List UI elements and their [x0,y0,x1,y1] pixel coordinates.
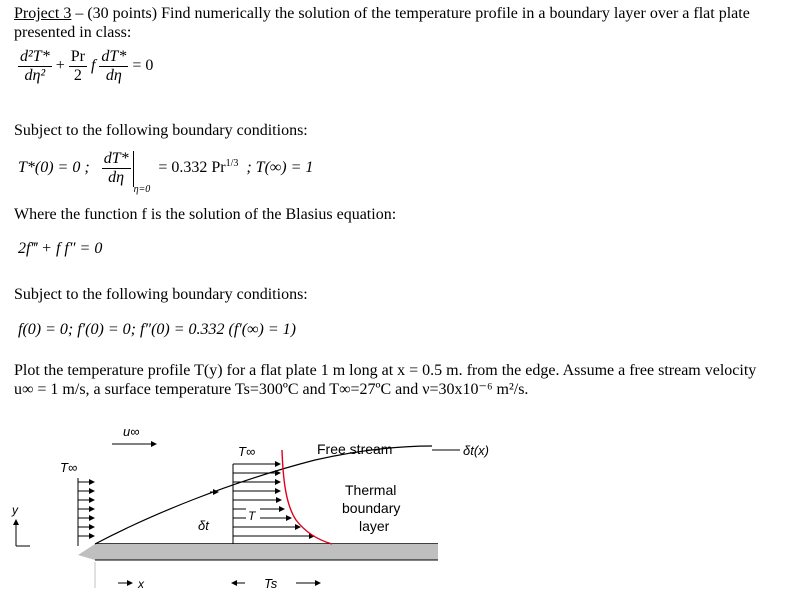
t-inf-left-label: T∞ [60,460,78,475]
temperature-profile [233,450,332,544]
delta-x-label: δt(x) [463,443,489,458]
frac-pr: $\frac{Pr}{2}$ [70,48,85,84]
blasius-line: Where the function f is the solution of the Blasius equation: [14,206,397,223]
bc-heading-2: Subject to the following boundary conditions: [14,286,308,303]
free-stream-label: Free stream [317,441,393,457]
frac-dT-deta: $\frac{dT*}{d\eta}$ [103,150,129,186]
intro-text: (30 points) Find numerically the solution of the temperature profile in a boundary layer over a flat plate presented in class: [14,5,750,41]
x-label: x [138,577,144,591]
thermal-label-line-3: layer [359,518,390,534]
u-inf-label: u∞ [123,424,140,439]
blasius-bc: f(0) = 0; f′(0) = 0; f″(0) = 0.332 (f′(∞) = 1) [18,321,296,338]
blasius-equation: 2f‴ + f f″ = 0 [18,240,103,257]
boundary-layer-diagram [0,420,786,604]
t-label: T [248,509,256,523]
ts-label: Ts [264,576,278,591]
y-label: y [12,503,18,517]
thermal-label-line-1: Thermal [345,482,397,498]
flat-plate [78,544,438,560]
temperature-bc: T*(0) = 0 ; $\frac{dT*}{d\eta}$ $_{\eta=0}$ = 0.332 $Pr^{1/3}$ ; T(∞) = 1 [18,150,314,196]
energy-equation: $\frac{\text{d²T*}}{\text{dη²}}$ + $\frac{Pr}{2}$ f $\frac{dT*}{d\eta}$ = 0 [20,48,154,84]
frac-second-deriv: $\frac{\text{d²T*}}{\text{dη²}}$ [20,48,50,84]
thermal-label-line-2: boundary [342,500,401,516]
inflow-arrows [78,478,94,546]
frac-first-deriv: $\frac{dT*}{d\eta}$ [101,48,127,84]
problem-intro [14,4,776,42]
temperature-curve [282,450,332,544]
project-title: Project 3 [14,5,72,22]
t-inf-mid-label: T∞ [238,444,256,459]
delta-t-label: δt [198,518,209,533]
title-dash: – [71,5,88,22]
plot-task: Plot the temperature profile T(y) for a flat plate 1 m long at x = 0.5 m. from the edge. Assume a free stream velocity u∞ = 1 m/s, a surface temperature Ts=300ºC and T∞=27ºC and ν=30x10⁻⁶ m²/s. [14,362,757,398]
bc-heading: Subject to the following boundary conditions: [14,122,308,139]
